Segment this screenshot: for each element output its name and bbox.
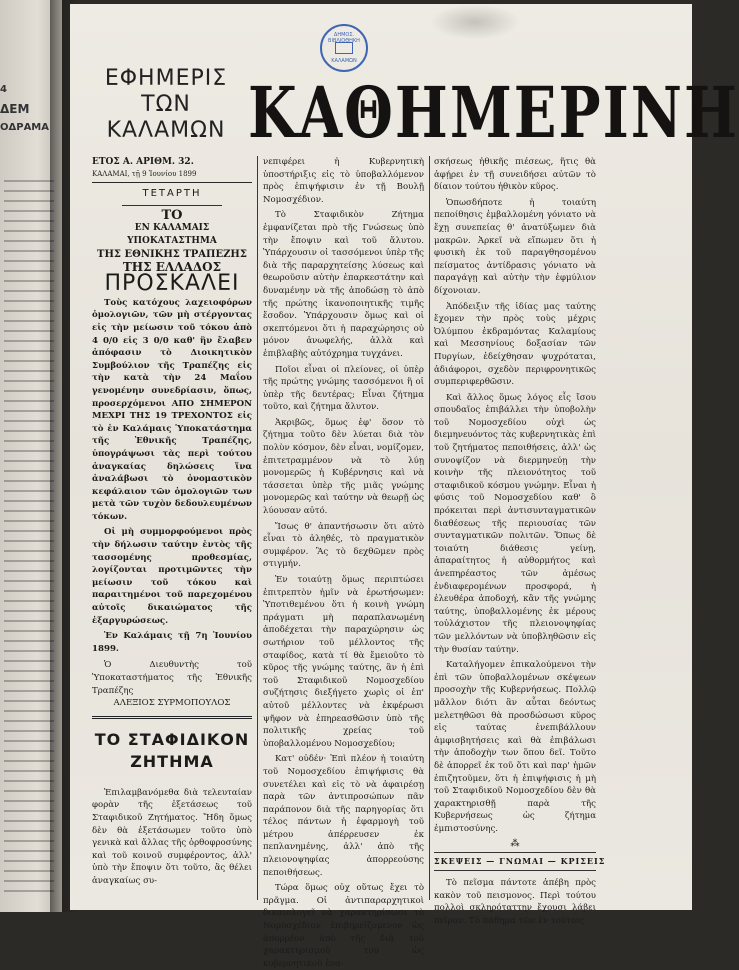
col3-para-6: Τὸ πεῖσμα πάντοτε ἀπέβη πρὸς κακὸν τοῦ πεισμονος. Περὶ τούτου πολλοὶ σκληρόταττην ἔχουσι λάβει πεῖραν. Τὸ πάθημα τῶν ἐν τούτοις — [434, 878, 596, 926]
column-1 — [92, 188, 252, 903]
fragment-heading-1: ΔΕΜ — [0, 102, 30, 116]
col3-para-3: Ἀπόδειξιν τῆς ἰδίας μας ταύτης ἔχομεν τὴν πρὸς τοὺς μέχρις Ὀλύμπου ἐκδραμόντας Καλαμίους καὶ Μεσσηνίους δοξασίαν τῶν Πυργίων, ἐδείχθησαν ψυχρόταται, ἀδιάφοροι, σχεδὸν περιφρονητικῶς συμπεριφερθῶσιν. — [434, 301, 596, 388]
article-title-line-2: ΖΗΤΗΜΑ — [130, 751, 214, 771]
notice-heading-invites: ΠΡΟΣΚΑΛΕΙ — [104, 271, 240, 297]
article-body: Ἐπιλαμβανόμεθα διὰ τελευταίαν φορὰν τῆς ἐξετάσεως τοῦ Σταφιδικοῦ Ζητήματος. Ἤδη ὅμως δὲν θὰ ἐξετάσωμεν τοῦτο ὑπὸ γενικὰ καὶ ἄλλας τῆς ὀρθοφροσύνης καὶ τοῦ κοινοῦ συμφέροντος, ἀλλ' ὑπὸ τὴν ἔποψιν ὅτι τοῦτο, ἂς θέλει ἀναγκαίως συ- — [92, 787, 252, 886]
day-label: ΤΕΤΑΡΤΗ — [142, 188, 202, 199]
newspaper-page — [70, 4, 739, 969]
notice-heading-to: ΤΟ — [161, 207, 183, 223]
col2-para-4: Ἀκριβῶς, ὅμως ἐφ' ὅσον τὸ ζήτημα τοῦτο δὲν λύεται διὰ τὸν πολὺν κόσμον, δὲν εἶναι, νομίζομεν, ἐπιτετραμμένον νὰ τὸ λύῃ μονομερῶς ἡ Κυβέρνησις καὶ νὰ τάσσεται ὑπὲρ τῆς μιᾶς γνώμης μονομερῶς καὶ ταύτην νὰ θεωρῇ ὡς λύουσαν αὐτό. — [263, 417, 424, 517]
col2-para-1: νεπιφέρει ἡ Κυβερνητικὴ ὑποστήριξις εἰς τὸ ὑποβαλλόμενον πρὸς ἐπιψήφισιν ἐν τῇ Βουλῇ Νομοσχέδιον. — [263, 157, 424, 205]
notice-heading-branch: ΕΝ ΚΑΛΑΜΑΙΣ ΥΠΟΚΑΤΑΣΤΗΜΑ — [127, 223, 217, 247]
fragment-heading-2: ΟΔΡΑΜΑ — [0, 122, 49, 133]
fragment-page-number: 4 — [0, 84, 7, 95]
notice-heading-bank: ΤΗΣ ΕΘΝΙΚΗΣ ΤΡΑΠΕΖΗΣ — [97, 249, 247, 261]
column-2 — [263, 156, 424, 969]
col2-para-5: Ἴσως θ' ἀπαντήσωσιν ὅτι αὐτὸ εἶναι τὸ ἀληθές, τὸ πραγματικὸν συμφέρον. Ἂς τὸ δεχθῶμεν πρὸς στιγμήν. — [263, 521, 424, 570]
masthead-title: ΚΑΘΗΜΕΡΙΝΗ — [248, 72, 739, 155]
section-heading: ΣΚΕΨΕΙΣ — ΓΝΩΜΑΙ — ΚΡΙΣΕΙΣ — [434, 856, 606, 867]
notice-place-date: Ἐν Καλάμαις τῇ 7η Ἰουνίου 1899. — [92, 631, 252, 654]
signer-title: Ὁ Διευθυντὴς τοῦ Ὑποκαταστήματος τῆς Ἐθνικῆς Τραπέζης — [92, 660, 252, 696]
ink-smudge — [430, 4, 520, 40]
ornament: ⁂ — [510, 839, 520, 850]
column-rule-2 — [429, 156, 430, 900]
article-title-line-1: ΤΟ ΣΤΑΦΙΔΙΚΟΝ — [94, 729, 250, 749]
date-rule — [92, 182, 252, 183]
notice-heading-country: ΤΗΣ ΕΛΛΑΔΟΣ — [122, 260, 222, 275]
col2-para-8: Τώρα ὅμως οὐχ οὕτως ἔχει τὸ πρᾶγμα. Οἱ ἀντιπαραρχητικοὶ δικαιολογεῖ νὰ χαρακτηρίσωσι τὸ Νομοσχέδιον ἐπιβηρείζομενον ὡς ἀπορρέον ἀπὸ τῆς διὰ τοῦ χαρακτηρισμοῦ του ὡς κυβερνητικοῦ ἐνα- — [263, 883, 424, 969]
notice-body: Τοὺς κατόχους λαχειοφόρων ὁμολογιῶν, τῶν μὴ στέργοντας εἰς τὴν μείωσιν τοῦ τόκου ἀπὸ 4 0/0 εἰς 3 0/0 καθ' ἣν ἔλαβεν ἀπόφασιν τὸ Διοικητικὸν Συμβούλιον τῆς Τραπέζης εἰς τὴν κατὰ τὴν 24 Μαΐου γενομένην συνεδρίασιν, ὅπως, προσερχόμενοι ΑΠΟ ΣΗΜΕΡΟΝ ΜΕΧΡΙ ΤΗΣ 19 ΤΡΕΧΟΝΤΟΣ εἰς τὸ ἐν Καλάμαις Ὑποκατάστημα τῆς Ἐθνικῆς Τραπέζης, ὑπογράψωσι τὰς περὶ τούτου ἀναγκαίας δηλώσεις ἵνα ἀναλάβωσι τὸ ὀνομαστικὸν κεφάλαιον τῶν ὁμολογιῶν των μετὰ τῶν τυχὸν δεδουλευμένων τόκων. — [92, 297, 252, 522]
article-divider — [92, 716, 252, 719]
col3-para-4: Καὶ ἄλλος ὅμως λόγος εἶς ἴσου σπουδαῖος ἐπιβάλλει τὴν ὑποβολὴν τοῦ Νομοσχεδίου οὐχὶ ὡς διεμηνευόντος τὰς κυβερνητικὰς ἐπὶ τοῦ ζητήματος πεποιθήσεις, ἀλλ' ὡς συνοψίζον νὰ διερμηνεύῃ τὴν κοινὴν τῆς πλειονότητος τοῦ σταφιδικοῦ κόσμου γνώμην. Εἶναι ἡ φύσις τοῦ Νομοσχεδίου καθ' ὃ πρόκειται περὶ ἀντισυνταγματικῶν διαθέσεως τῆς περιουσίας τῶν συνταγματικῶν πολιτῶν. Ὅπως δὲ τοιαύτη διάθεσις γείνῃ, ἀπαραίτητος ἡ αὐθορμήτος καὶ ἀνεπηρέαστος τῶν ἀμέσως ἐνδιαφερομένων προσφορά, ἡ ἐλευθέρα ἀποδοχή, κἂν τῆς γνώμης ταύτης, ὑποβαλλομένης ἐκ μέρους τοὐλάχιστον τῆς πλειονοψηφίας τῶν μελλόντων νὰ ὑποβληθῶσιν εἰς τὴν θυσίαν ταύτην. — [434, 392, 596, 655]
column-rule-1 — [257, 156, 258, 900]
year-issue: ΕΤΟΣ Α. ΑΡΙΘΜ. 32. — [92, 157, 194, 167]
notice-body-2: Οἱ μὴ συμμορφούμενοι πρὸς τὴν δήλωσιν ταύτην ἐντὸς τῆς τασσομένης προθεσμίας, λογίζονται προτιμῶντες τὴν μείωσιν τοῦ τόκου καὶ παραιτημένοι τοῦ παρεχομένου αὐτοῖς δικαιώματος τῆς ἐξαργυρώσεως. — [92, 527, 252, 626]
col3-para-5: Καταλήγομεν ἐπικαλούμενοι τὴν ἐπὶ τῶν ὑποβαλλομένων σκέψεων προσοχὴν τῆς Κυβερνήσεως. Πολλῷ μᾶλλον διότι ἂν αὗται δεόντως μελετηθῶσι θὰ προσδώσωσι κῦρος εἰς ταύτας ἐνεπιβάλλουν ἀμφισβητήσεις καὶ θὰ ἐπιβάλωσι τὴν ἀποδοχὴν των ὅπου δεῖ. Τοῦτο δὲ ἀπορρεῖ ἐκ τοῦ ὅτι καὶ παρ' ἡμῶν ἐπιζητοῦμεν, ὅτι ἡ ἐπιψήφισις ἡ μὴ τοῦ Σταφιδικοῦ Νομοσχεδίου δὲν θὰ χαρακτηρισθῇ παρὰ τῆς Κυβερνήσεως ὡς ζήτημα ἐμπιστοσύνης. — [434, 660, 596, 834]
signer-name: ΑΛΕΞΙΟΣ ΣΥΡΜΟΠΟΥΛΟΣ — [113, 698, 231, 709]
col2-para-6: Ἐν τοιαύτῃ ὅμως περιπτώσει ἐπιτρεπτὸν ἡμῖν νὰ ἐρωτήσωμεν: Ὑποτιθεμένου ὅτι ἡ κοινὴ γνώμη πράγματι μὴ παραπλανωμένη ἀποδέχεται τὴν παραχώρησιν ὡς σωτήριον τοῦ μέλλοντος τῆς σταφίδος, κατὰ τί θὰ ἔμειοῦτο τὸ κῦρος τῆς γνώμης ταύτης, ἂν ἡ ἐπὶ τοῦ Σταφιδικοῦ Νομοσχεδίου συζήτησις διεξήγετο χωρὶς οἱ ἐπ' αὐτοῦ μέλλοντες νὰ ἐκφέρωσι ψῆφον νὰ ἐπηρεασθῶσιν ὑπὸ τῆς πολιτικῆς χρείας τοῦ ὑποβαλλομένου Νομοσχεδίου; — [263, 575, 424, 749]
masthead-subtitle: ΕΦΗΜΕΡΙΣ ΤΩΝ ΚΑΛΑΜΩΝ — [104, 66, 228, 143]
col2-para-2: Τὸ Σταφιδικὸν Ζήτημα ἐμφανίζεται πρὸ τῆς Γνώσεως ὑπὸ τὴν ἔποψιν καὶ τοῦ ἄλυτου. Ὑπάρχουσιν οἱ τασσόμενοι ὑπὲρ τῆς διὰ τῆς παραρχητείσης λύσεως καὶ θεωροῦσιν αὐτὴν ἐπαρκεστάτην καὶ δυναμένην νὰ τῆς ἀποδώσῃ τὸ ἀπὸ τῆς πρώτης ἱκανοποιητικῆς τιμῆς ἔσοδον. Ὑπάρχουσιν ὅμως καὶ οἱ σκεπτόμενοι ὅτι ἡ παραχώρησις οὐ μόνον ἀνωφελής, ἀλλὰ καὶ ἐπιβλαβὴς αὐτόχρημα τυγχάνει. — [263, 210, 424, 359]
col2-para-3: Ποῖοι εἶναι οἱ πλείονες, οἱ ὑπὲρ τῆς πρώτης γνώμης τασσόμενοι ἢ οἱ ὑπὲρ τῆς δευτέρας; Εἶναι ζήτημα τοῦτο, καὶ ζήτημα ἄλυτον. — [263, 364, 424, 413]
col2-para-7: Κατ' οὐδέν· Ἐπὶ πλέον ἡ τοιαύτη τοῦ Νομοσχεδίου ἐπιψήφισις θὰ συνετέλει καὶ εἰς τὸ νὰ ἀφαιρέσῃ παρὰ τῶν ἀντιπροσώπων πᾶν παράπονον διὰ τῆς παρηγορίας ὅτι τέλος πάντων ἡ ἐφαρμογὴ τοῦ μέτρου ἀπέρρευσεν ἐκ πεπλανημένης, ἀλλ' ἀπὸ τῆς πλειονοψηφίας ἀπορρεούσης πεποιθήσεως. — [263, 754, 424, 878]
col3-para-2: Ὁπωσδήποτε ἡ τοιαύτη πεποίθησις ἐμβαλλομένη γόνιατο νὰ ἔχῃ συνεπείας θ' ἀνατύξωμεν διὰ μακρῶν. Ἀρκεῖ νὰ εἴπωμεν ὅτι ἡ φυσικὴ ἐκ τοῦ παραγθησομένου πείσματος ἀντίδρασις γόνιατο νὰ παραγάγῃ καὶ αὐτὴν τὴν ἐφμύλιον δίχονοιαν. — [434, 197, 596, 296]
fragment-text-lines — [4, 180, 54, 892]
library-stamp: ΔΗΜΟΣ. ΒΙΒΛΙΟΘΗΚΗ ΚΑΛΑΜΩΝ — [320, 24, 368, 72]
column-3 — [434, 156, 606, 926]
issue-date: ΚΑΛΑΜΑΙ, τῇ 9 Ἰουνίου 1899 — [92, 170, 197, 178]
col3-para-1: σκήσεως ἠθικῆς πιέσεως, ἥτις θὰ ἀφῄρει ἐν τῇ συνειδήσει αὐτῶν τὸ δίαιον τούτου ἠθικὸν κῦρος. — [434, 157, 596, 193]
